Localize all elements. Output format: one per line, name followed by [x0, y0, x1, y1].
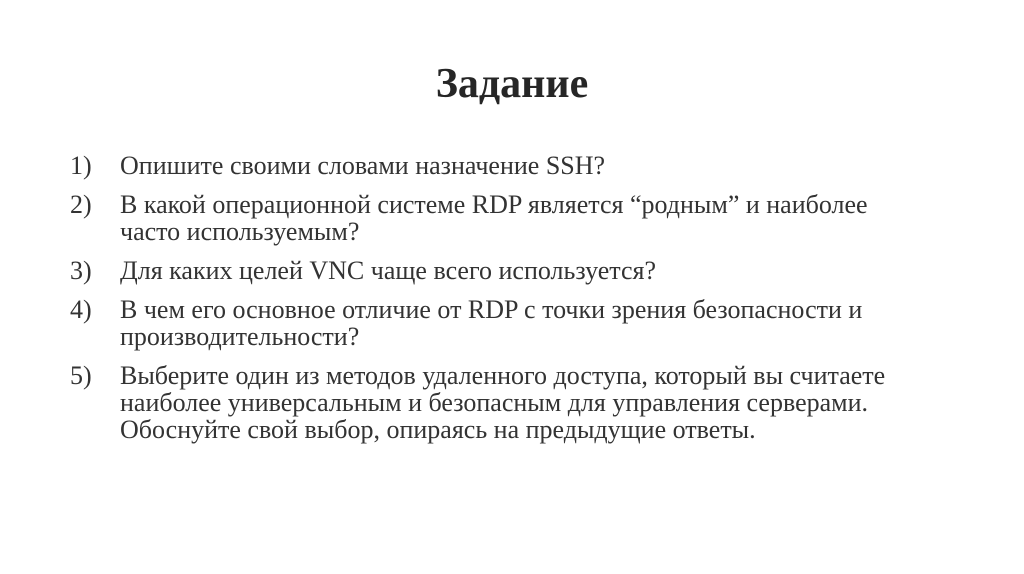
task-number: 4) [70, 295, 92, 324]
task-list [70, 152, 930, 455]
task-text: В чем его основное отличие от RDP с точки зрения безопасности и производительности? [120, 295, 863, 351]
slide-title: Задание [435, 61, 589, 107]
task-number: 1) [70, 151, 92, 180]
task-text: Выберите один из методов удаленного доступа, который вы считаете наиболее универсальным и безопасным для управления серверами. Обоснуйте свой выбор, опираясь на предыдущие ответы. [120, 361, 886, 444]
task-item-4 [70, 296, 930, 350]
task-item-3 [70, 257, 930, 284]
task-number: 2) [70, 190, 92, 219]
task-text: Для каких целей VNC чаще всего используется? [120, 256, 656, 285]
task-item-2 [70, 191, 930, 245]
task-text: В какой операционной системе RDP является “родным” и наиболее часто используемым? [120, 190, 868, 246]
task-text: Опишите своими словами назначение SSH? [120, 151, 606, 180]
task-number: 5) [70, 361, 92, 390]
task-item-1 [70, 152, 930, 179]
task-item-5 [70, 362, 930, 443]
task-number: 3) [70, 256, 92, 285]
